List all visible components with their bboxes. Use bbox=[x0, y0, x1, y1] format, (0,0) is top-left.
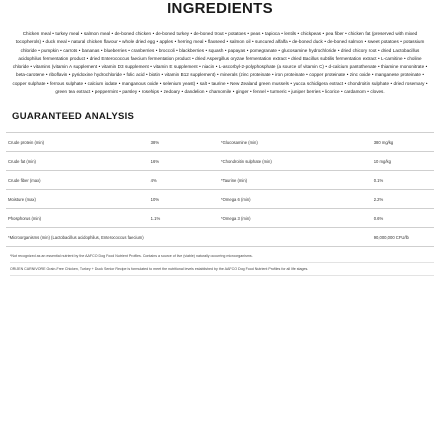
nutrient-name: Phosphorus (min) bbox=[6, 209, 149, 228]
nutrient-name: Crude fat (min) bbox=[6, 152, 149, 171]
nutrient-name: *Chondroitin sulphate (min) bbox=[219, 152, 372, 171]
nutrient-name: Crude protein (min) bbox=[6, 133, 149, 152]
ingredients-list: Chicken meal • turkey meal • salmon meal • de-boned chicken • de-boned turkey • de-boned trout • potatoes • peas • tapioca • lentils • chickpeas • pea fiber • chicken fat (preserved with mixed tocopherols) • duck meal • natural chicken flavour • whole dried egg • apples • herring meal • flaxseed • salmon oil • suncured alfalfa • de-boned duck • de-boned salmon • sweet potatoes • potassium chloride • pumpkin • carrots • bananas • blueberries • cranberries • broccoli • blackberries • squash • papayas • pomegranate • glucosamine hydrochloride • dried chicory root • dried Lactobacillus acidophilus fermentation product • dried Enterococcus faecium fermentation product • dried Aspergillus oryzae fermentation extract • dried Bacillus subtilis fermentation extract • L-carnitine • choline chloride • vitamins (vitamin A supplement • vitamin D3 supplement • vitamin E supplement • niacin • L-ascorbyl-2-polyphosphate (a source of vitamin C) • d-calcium pantothenate • thiamine mononitrate • beta-carotene • riboflavin • pyridoxine hydrochloride • folic acid • biotin • vitamin B12 supplement) • minerals (zinc proteinate • iron proteinate • copper proteinate • zinc oxide • manganese proteinate • copper sulphate • ferrous sulphate • calcium iodate • manganous oxide • selenium yeast) • salt • taurine • New Zealand green mussels • yucca schidigera extract • chondroitin sulphate • dried rosemary • green tea extract • peppermint • parsley • rosehips • zedoary • dandelion • chamomile • ginger • fennel • turmeric • juniper berries • licorice • cardamom • cloves. bbox=[12, 31, 428, 95]
nutrient-value: 1.1% bbox=[149, 209, 219, 228]
guaranteed-analysis-table bbox=[6, 132, 434, 247]
nutrient-name: Moisture (max) bbox=[6, 190, 149, 209]
nutrient-value: 16% bbox=[149, 152, 219, 171]
nutrient-value: 38% bbox=[149, 133, 219, 152]
nutrient-name: *Omega 3 (min) bbox=[219, 209, 372, 228]
table-row bbox=[6, 171, 434, 190]
nutrient-value: 0.1% bbox=[372, 171, 434, 190]
table-row bbox=[6, 133, 434, 152]
footnote: ORIJEN CARNIVORE Grain-Free Chicken, Turkey + Duck Senior Recipe is formulated to meet the nutritional levels established by the AAFCO Dog Food Nutrient Profiles for all life stages. bbox=[10, 266, 434, 276]
table-row bbox=[6, 190, 434, 209]
table-row bbox=[6, 228, 434, 247]
nutrient-name: *Glucosamine (min) bbox=[219, 133, 372, 152]
table-row bbox=[6, 209, 434, 228]
nutrient-value: 2.2% bbox=[372, 190, 434, 209]
nutrient-name: *Omega 6 (min) bbox=[219, 190, 372, 209]
nutrient-value: 0.6% bbox=[372, 209, 434, 228]
ingredients-title: INGREDIENTS bbox=[167, 0, 273, 17]
nutrient-value: 10 mg/kg bbox=[372, 152, 434, 171]
guaranteed-analysis-heading: GUARANTEED ANALYSIS bbox=[12, 111, 135, 123]
table-row bbox=[6, 152, 434, 171]
microorganisms-value: 90,000,000 CFU/lb bbox=[372, 228, 434, 247]
footnotes bbox=[10, 253, 434, 276]
footnote: *Not recognized as an essential nutrient by the AAFCO Dog Food Nutrient Profiles. Contains a source of live (viable) naturally occurring microorganisms. bbox=[10, 253, 434, 263]
nutrient-value: 380 mg/kg bbox=[372, 133, 434, 152]
nutrient-name: Crude fiber (max) bbox=[6, 171, 149, 190]
nutrient-value: 4% bbox=[149, 171, 219, 190]
nutrient-value: 10% bbox=[149, 190, 219, 209]
microorganisms-name: *Microorganisms (min) (Lactobacillus acidophilus, Enterococcus faecium) bbox=[6, 228, 372, 247]
nutrient-name: *Taurine (min) bbox=[219, 171, 372, 190]
